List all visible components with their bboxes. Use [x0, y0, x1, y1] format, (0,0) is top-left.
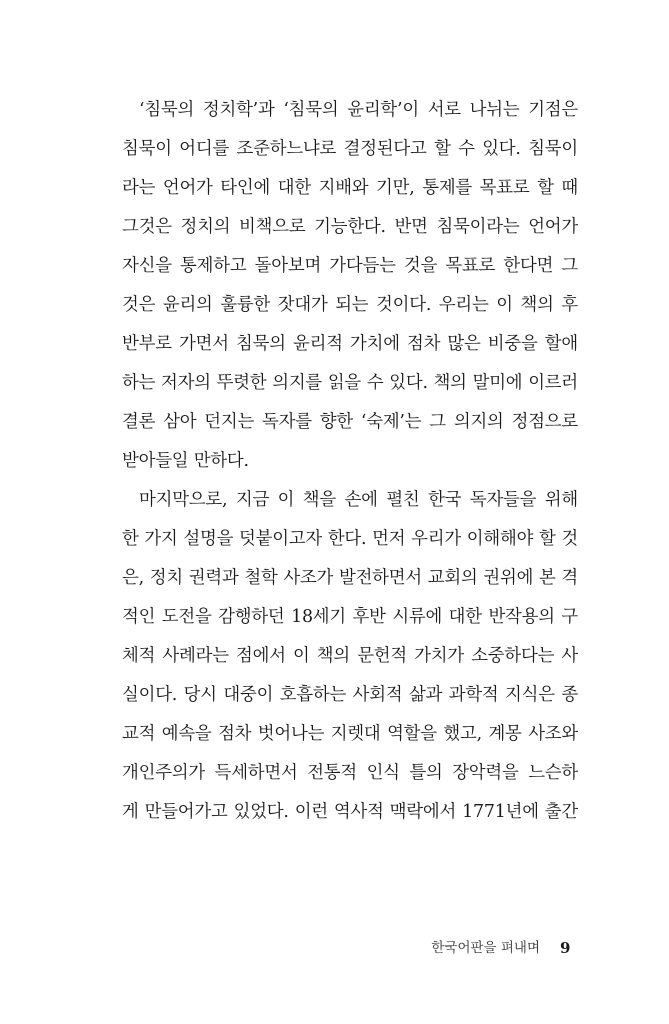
paragraph-1-line-5: 자신을 통제하고 돌아보며 가다듬는 것을 목표로 한다면 그: [122, 256, 578, 276]
paragraph-1-line-3: 라는 언어가 타인에 대한 지배와 기만, 통제를 목표로 할 때: [122, 178, 578, 198]
paragraph-1-line-6: 것은 윤리의 훌륭한 잣대가 되는 것이다. 우리는 이 책의 후: [122, 295, 578, 315]
paragraph-1-line-8: 하는 저자의 뚜렷한 의지를 읽을 수 있다. 책의 말미에 이르러: [122, 373, 578, 393]
paragraph-2-line-2: 한 가지 설명을 덧붙이고자 한다. 먼저 우리가 이해해야 할 것: [122, 529, 578, 549]
paragraph-2-line-8: 개인주의가 득세하면서 전통적 인식 틀의 장악력을 느슨하: [122, 763, 578, 783]
paragraph-2-line-5: 체적 사례라는 점에서 이 책의 문헌적 가치가 소중하다는 사: [122, 646, 578, 666]
page-footer: [0, 936, 669, 960]
body-text: [122, 91, 578, 832]
paragraph-2-line-7: 교적 예속을 점차 벗어나는 지렛대 역할을 했고, 계몽 사조와: [122, 724, 578, 744]
paragraph-2-line-4: 적인 도전을 감행하던 18세기 후반 시류에 대한 반작용의 구: [122, 607, 578, 627]
paragraph-1-line-9: 결론 삼아 던지는 독자를 향한 ‘숙제’는 그 의지의 정점으로: [122, 412, 578, 432]
paragraph-1-line-2: 침묵이 어디를 조준하느냐로 결정된다고 할 수 있다. 침묵이: [122, 139, 578, 159]
paragraph-1-line-10: 받아들일 만하다.: [122, 451, 249, 471]
paragraph-2-line-1: 마지막으로, 지금 이 책을 손에 펼친 한국 독자들을 위해: [139, 490, 578, 510]
paragraph-1-line-7: 반부로 가면서 침묵의 윤리적 가치에 점차 많은 비중을 할애: [122, 334, 578, 354]
running-head: 한국어판을 펴내며: [431, 940, 540, 956]
page-number: 9: [560, 939, 571, 957]
paragraph-2-line-6: 실이다. 당시 대중이 호흡하는 사회적 삶과 과학적 지식은 종: [122, 685, 578, 705]
paragraph-2-line-9: 게 만들어가고 있었다. 이런 역사적 맥락에서 1771년에 출간: [122, 802, 578, 822]
paragraph-2-line-3: 은, 정치 권력과 철학 사조가 발전하면서 교회의 권위에 본 격: [122, 568, 578, 588]
paragraph-1-line-4: 그것은 정치의 비책으로 기능한다. 반면 침묵이라는 언어가: [122, 217, 578, 237]
paragraph-1-line-1: ‘침묵의 정치학’과 ‘침묵의 윤리학’이 서로 나뉘는 기점은: [139, 100, 578, 120]
